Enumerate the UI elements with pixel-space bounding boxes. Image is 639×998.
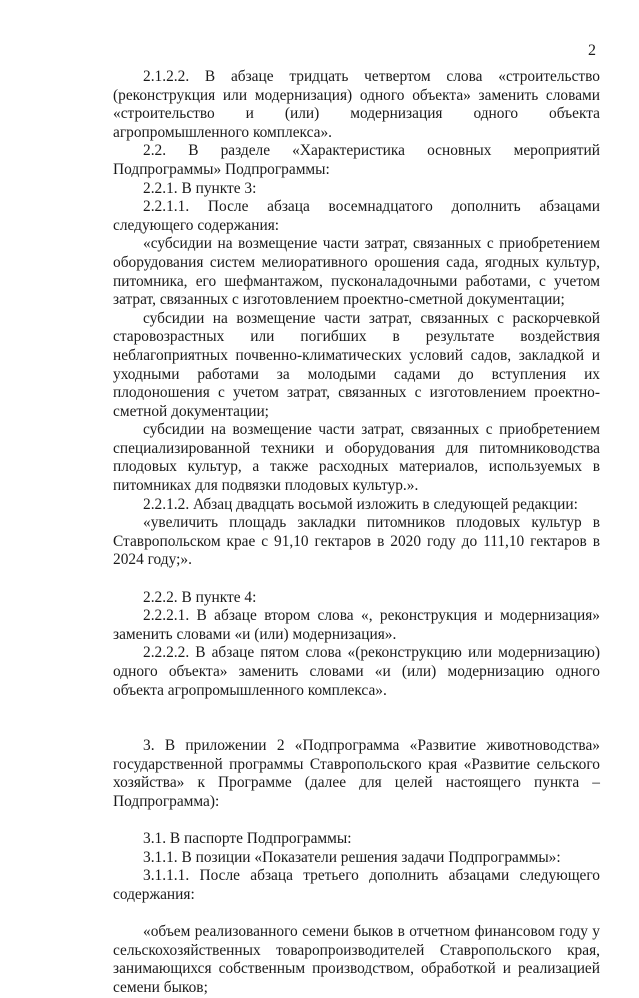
paragraph: 2.2.2.2. В абзаце пятом слова «(реконструкцию или модернизацию) одного объекта» заменить словами «и (или) модернизацию одного объекта агропромышленного комплекса».: [113, 644, 600, 699]
paragraph: 2.2.2. В пункте 4:: [143, 588, 257, 606]
paragraph: 3.1.1. В позиции «Показатели решения задачи Подпрограммы»:: [143, 848, 561, 866]
paragraph: субсидии на возмещение части затрат, связанных с раскорчевкой старовозрастных или погибших в результате воздействия неблагоприятных почвенно-климатических условий садов, закладкой и уходными работами за молодыми садами до вступления их плодоношения с учетом затрат, связанных с изготовлением проектно-сметной документации;: [113, 309, 600, 420]
document-body: [113, 68, 600, 998]
paragraph: 2.2.1. В пункте 3:: [143, 179, 257, 197]
paragraph: 2.1.2.2. В абзаце тридцать четвертом слова «строительство (реконструкция или модернизация) одного объекта» заменить словами «строительство и (или) модернизация одного объекта агропромышленного комплекса».: [113, 68, 600, 141]
paragraph: 2.2. В разделе «Характеристика основных мероприятий Подпрограммы» Подпрограммы:: [113, 142, 600, 178]
page-number: 2: [588, 42, 596, 59]
paragraph: субсидии на возмещение части затрат, связанных с приобретением специализированной техники и оборудования для питомниководства плодовых культур, а также расходных материалов, используемых в питомниках для подвязки плодовых культур.».: [113, 421, 600, 495]
paragraph: 2.2.1.1. После абзаца восемнадцатого дополнить абзацами следующего содержания:: [113, 198, 600, 234]
paragraph: «субсидии на возмещение части затрат, связанных с приобретением оборудования систем мелиоративного орошения сада, ягодных культур, питомника, его шефмантажом, пусконаладочными работами, с учетом затрат, связанных с изготовлением проектно-сметной документации;: [113, 235, 600, 309]
paragraph: 3.1.1.1. После абзаца третьего дополнить абзацами следующего содержания:: [113, 867, 600, 903]
paragraph: 3. В приложении 2 «Подпрограмма «Развитие животноводства» государственной программы Ставропольского края «Развитие сельского хозяйства» к Программе (далее для целей настоящего пункта – Подпрограмма):: [113, 737, 600, 810]
paragraph: «объем реализованного семени быков в отчетном финансовом году у сельскохозяйственных товаропроизводителей Ставропольского края, занимающихся собственным производством, обработкой и реализацией семени быков;: [113, 923, 600, 996]
paragraph: 2.2.1.2. Абзац двадцать восьмой изложить в следующей редакции:: [143, 495, 578, 513]
paragraph: 2.2.2.1. В абзаце втором слова «, реконструкция и модернизация» заменить словами «и (или) модернизация».: [113, 607, 600, 643]
paragraph: 3.1. В паспорте Подпрограммы:: [143, 830, 352, 848]
paragraph: «увеличить площадь закладки питомников плодовых культур в Ставропольском крае с 91,10 гектаров в 2020 году до 111,10 гектаров в 2024 году;».: [113, 514, 600, 569]
